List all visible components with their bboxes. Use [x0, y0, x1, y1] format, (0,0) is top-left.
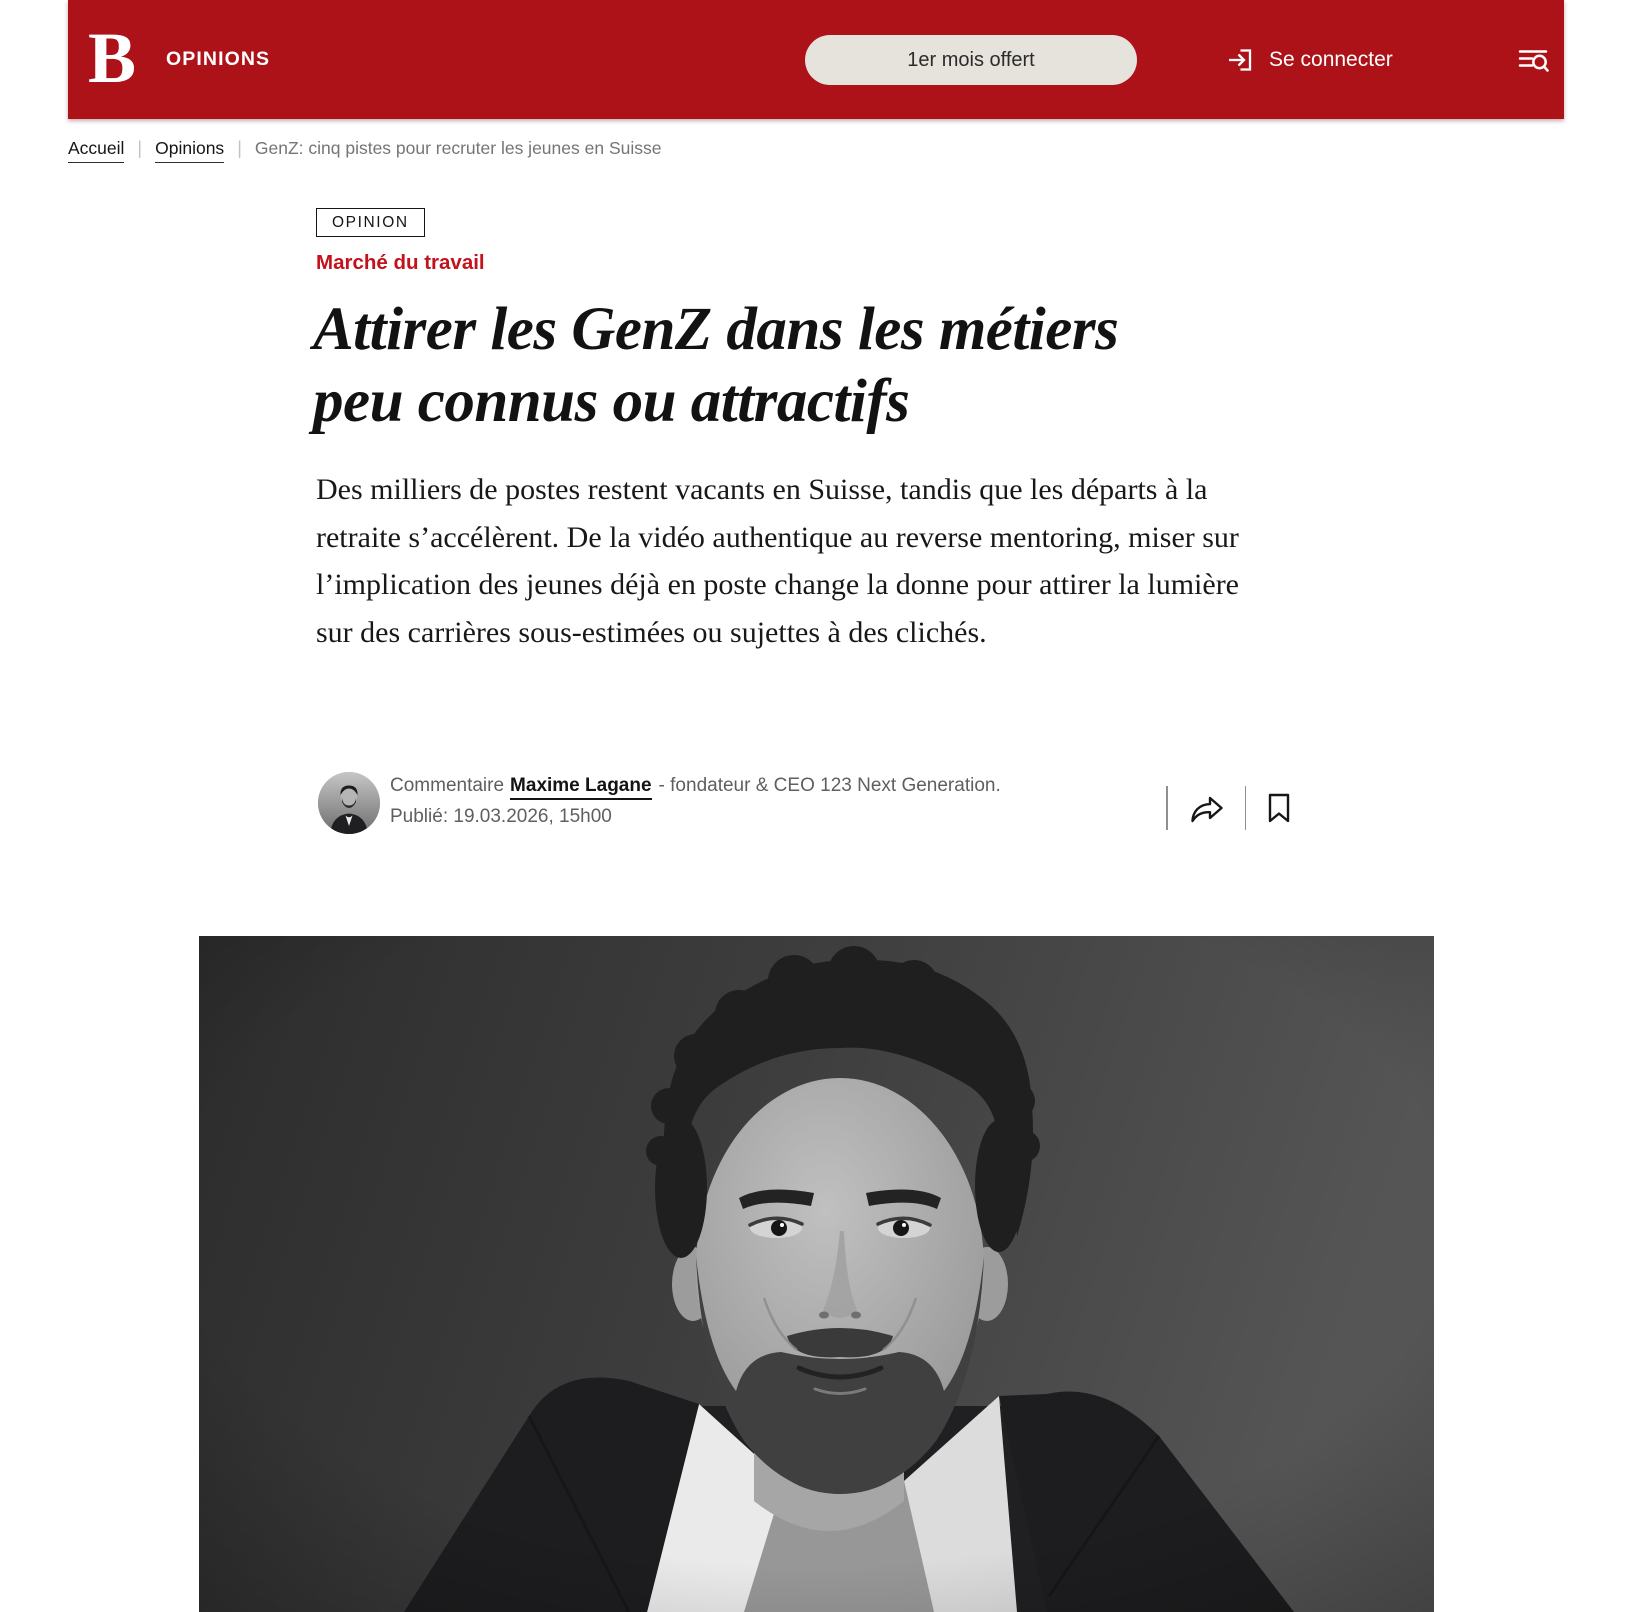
- login-button[interactable]: [1225, 0, 1393, 119]
- article-title-line1: Attirer les GenZ dans les métiers: [313, 296, 1119, 363]
- subscription-offer-button[interactable]: 1er mois offert: [805, 35, 1137, 85]
- byline-prefix: Commentaire: [390, 775, 505, 796]
- breadcrumb-separator: |: [237, 138, 242, 158]
- search-button[interactable]: [1503, 0, 1563, 119]
- article-lead: Des milliers de postes restent vacants en Suisse, tandis que les départs à la retraite s’accélèrent. De la vidéo authentique au reverse mentoring, miser sur l’implication des jeunes déjà en poste change la donne pour attirer la lumière sur des carrières sous-estimées ou sujettes à des clichés.: [316, 473, 1239, 649]
- byline: [316, 770, 1306, 840]
- breadcrumb-home[interactable]: Accueil: [68, 138, 124, 163]
- publish-date: Publié: 19.03.2026, 15h00: [390, 806, 612, 827]
- article-title: [313, 294, 1273, 438]
- search-icon: [1517, 45, 1549, 75]
- breadcrumb: [68, 138, 661, 163]
- share-button[interactable]: [1188, 792, 1225, 825]
- login-label: Se connecter: [1269, 47, 1393, 71]
- breadcrumb-current-page: GenZ: cinq pistes pour recruter les jeunes en Suisse: [254, 138, 662, 158]
- article-actions: [1166, 786, 1292, 830]
- brand-logo[interactable]: B: [88, 18, 137, 98]
- byline-role: - fondateur & CEO 123 Next Generation.: [658, 775, 1001, 796]
- byline-text: [390, 773, 1090, 828]
- article-hero-image: [199, 936, 1434, 1612]
- bookmark-icon: [1266, 792, 1292, 824]
- share-arrow-icon: [1188, 792, 1225, 825]
- actions-divider: [1166, 786, 1168, 830]
- nav-section-opinions[interactable]: OPINIONS: [166, 48, 271, 70]
- author-name-link[interactable]: Maxime Lagane: [510, 775, 652, 800]
- top-navigation-bar: [68, 0, 1564, 119]
- breadcrumb-separator: |: [137, 138, 143, 158]
- category-link[interactable]: Marché du travail: [316, 251, 485, 274]
- opinion-kicker-tag: OPINION: [316, 208, 425, 237]
- author-avatar: [318, 772, 380, 834]
- login-icon: [1225, 45, 1255, 75]
- bookmark-button[interactable]: [1266, 792, 1292, 824]
- breadcrumb-opinions[interactable]: Opinions: [155, 138, 224, 163]
- actions-divider: [1245, 786, 1247, 830]
- article-title-line2: peu connus ou attractifs: [313, 368, 910, 435]
